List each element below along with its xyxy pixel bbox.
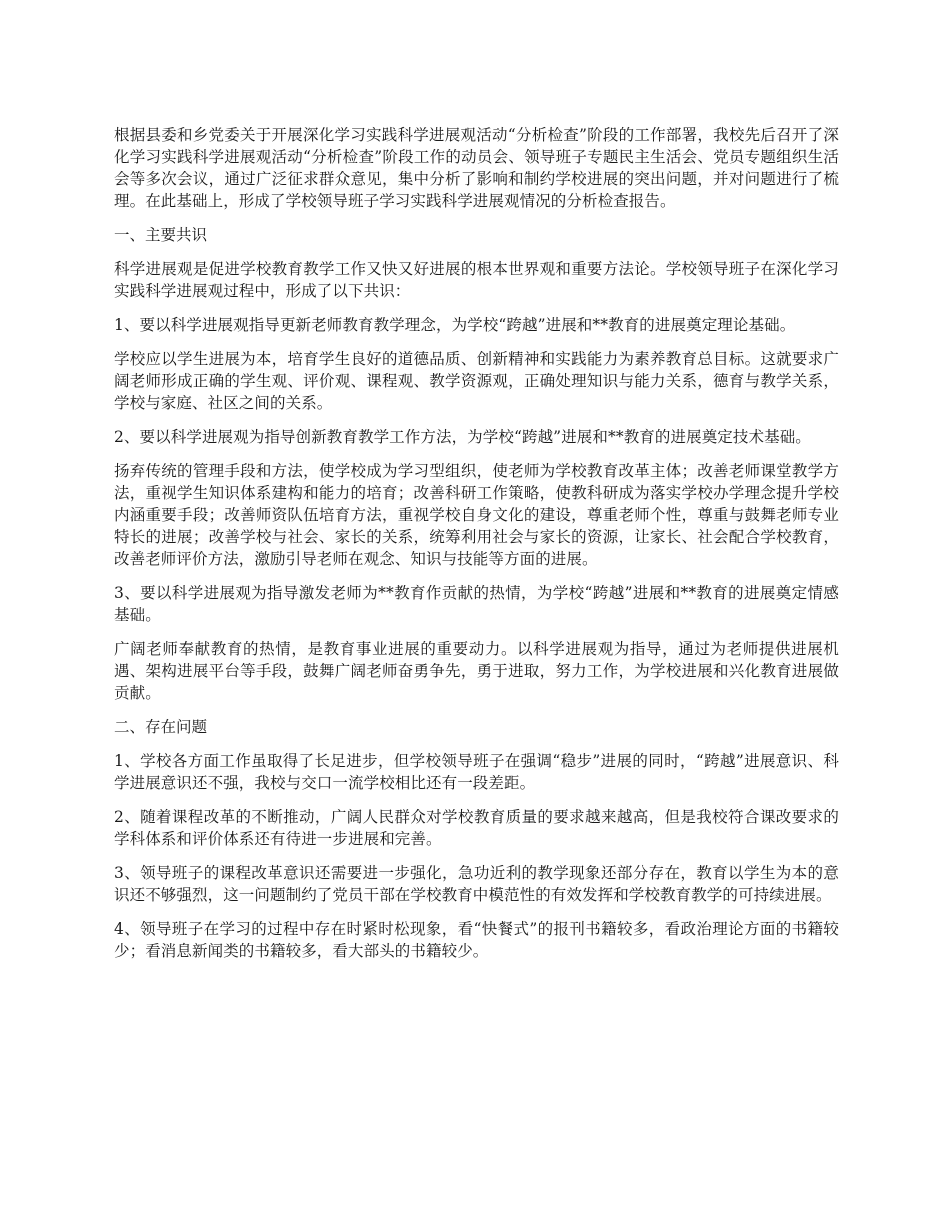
consensus-item-2-detail: 扬弃传统的管理手段和方法，使学校成为学习型组织，使老师为学校教育改革主体；改善老师课堂教学方法，重视学生知识体系建构和能力的培育；改善科研工作策略，使教科研成为落实学校办学理念提升学校内涵重要手段；改善师资队伍培育方法，重视学校自身文化的建设，尊重老师个性，尊重与鼓舞老师专业特长的进展；改善学校与社会、家长的关系，统筹利用社会与家长的资源，让家长、社会配合学校教育，改善老师评价方法，激励引导老师在观念、知识与技能等方面的进展。 [114,462,839,568]
problem-item-3: 3、领导班子的课程改革意识还需要进一步强化，急功近利的教学现象还部分存在，教育以学生为本的意识还不够强烈，这一问题制约了党员干部在学校教育中模范性的有效发挥和学校教育教学的可持续进展。 [114,864,839,904]
section-heading-consensus: 一、主要共识 [114,226,208,244]
section-heading-problems: 二、存在问题 [114,718,208,736]
problem-item-1: 1、学校各方面工作虽取得了长足进步，但学校领导班子在强调“稳步”进展的同时，“跨越”进展意识、科学进展意识还不强，我校与交口一流学校相比还有一段差距。 [114,752,839,792]
problem-item-2: 2、随着课程改革的不断推动，广阔人民群众对学校教育质量的要求越来越高，但是我校符合课改要求的学科体系和评价体系还有待进一步进展和完善。 [114,808,839,848]
problem-item-4: 4、领导班子在学习的过程中存在时紧时松现象，看“快餐式”的报刊书籍较多，看政治理论方面的书籍较少；看消息新闻类的书籍较多，看大部头的书籍较少。 [114,920,839,960]
consensus-item-1: 1、要以科学进展观指导更新老师教育教学理念，为学校“跨越”进展和**教育的进展奠定理论基础。 [114,316,796,334]
document-page [114,124,839,974]
consensus-item-2: 2、要以科学进展观为指导创新教育教学工作方法，为学校“跨越”进展和**教育的进展奠定技术基础。 [114,428,811,446]
consensus-intro: 科学进展观是促进学校教育教学工作又快又好进展的根本世界观和重要方法论。学校领导班子在深化学习实践科学进展观过程中，形成了以下共识： [114,260,839,300]
intro-paragraph: 根据县委和乡党委关于开展深化学习实践科学进展观活动“分析检查”阶段的工作部署，我校先后召开了深化学习实践科学进展观活动“分析检查”阶段工作的动员会、领导班子专题民主生活会、党员专题组织生活会等多次会议，通过广泛征求群众意见，集中分析了影响和制约学校进展的突出问题，并对问题进行了梳理。在此基础上，形成了学校领导班子学习实践科学进展观情况的分析检查报告。 [114,126,839,210]
consensus-item-1-detail: 学校应以学生进展为本，培育学生良好的道德品质、创新精神和实践能力为素养教育总目标。这就要求广阔老师形成正确的学生观、评价观、课程观、教学资源观，正确处理知识与能力关系，德育与教学关系，学校与家庭、社区之间的关系。 [114,350,839,412]
consensus-item-3-detail: 广阔老师奉献教育的热情，是教育事业进展的重要动力。以科学进展观为指导，通过为老师提供进展机遇、架构进展平台等手段，鼓舞广阔老师奋勇争先，勇于进取，努力工作，为学校进展和兴化教育进展做贡献。 [114,640,839,702]
consensus-item-3: 3、要以科学进展观为指导激发老师为**教育作贡献的热情，为学校“跨越”进展和**教育的进展奠定情感基础。 [114,584,839,624]
